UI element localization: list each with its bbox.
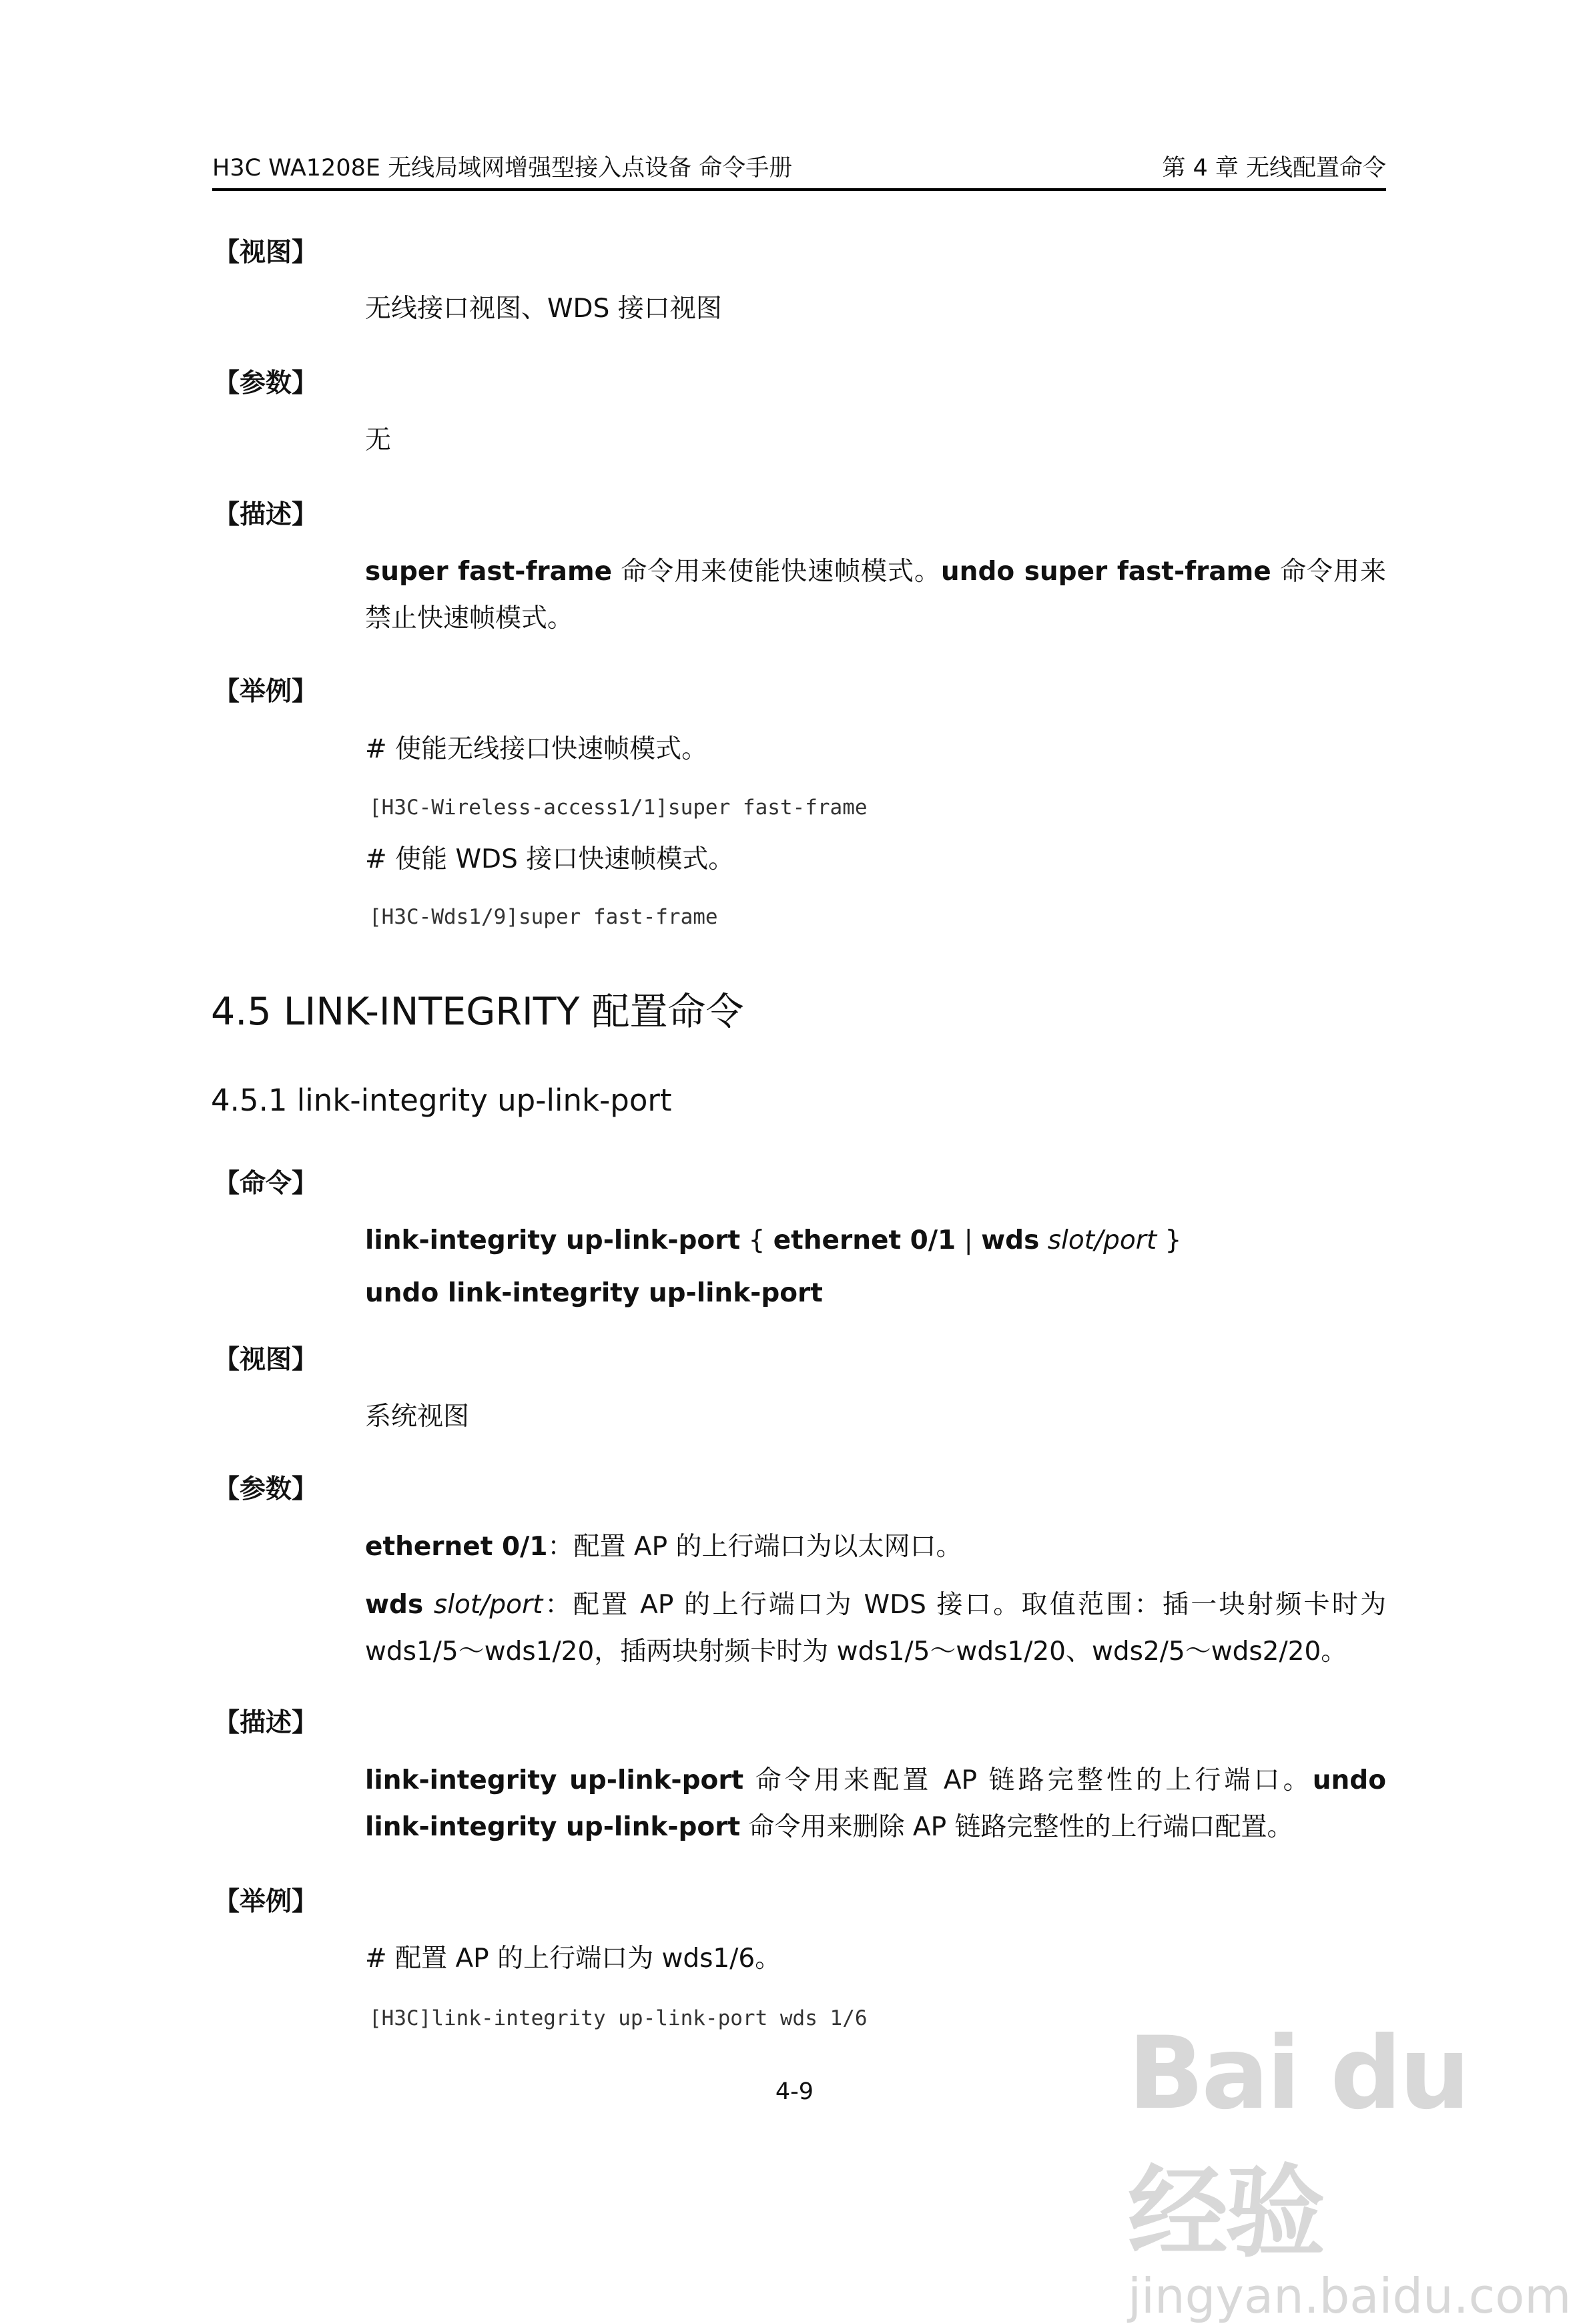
desc-text-part: 命令用来配置 AP 链路完整性的上行端口。 <box>743 1765 1313 1795</box>
desc-cmd: link-integrity up-link-port <box>365 1765 744 1795</box>
param-ethernet <box>365 1524 962 1570</box>
example-comment: # 使能无线接口快速帧模式。 <box>365 734 708 764</box>
syntax-punct: } <box>1157 1225 1182 1255</box>
command-syntax <box>365 1217 1181 1264</box>
desc-text-part: 命令用来使能快速帧模式。 <box>612 557 941 587</box>
syntax-punct: | <box>956 1225 982 1255</box>
param-keyword: wds <box>365 1590 424 1620</box>
param-description: ：配置 AP 的上行端口为 WDS 接口。取值范围：插一块射频卡时为 wds1/5～wds1/20，插两块射频卡时为 wds1/5～wds1/20、wds2/5～wds2/20。 <box>365 1590 1386 1667</box>
param-text: 无 <box>365 425 392 455</box>
command-argument: slot/port <box>1047 1225 1157 1255</box>
header-chapter-title: 第 4 章 无线配置命令 <box>1162 155 1386 182</box>
watermark-url: jingyan.baidu.com <box>1128 2268 1572 2324</box>
param-space <box>423 1590 434 1620</box>
param-label: 【参数】 <box>214 1474 318 1504</box>
view-text: 无线接口视图、WDS 接口视图 <box>365 294 722 324</box>
desc-undo-cmd: undo super fast-frame <box>940 557 1271 587</box>
command-keyword: link-integrity up-link-port <box>365 1225 741 1255</box>
param-keyword: ethernet 0/1 <box>365 1532 548 1562</box>
example-label: 【举例】 <box>214 677 318 707</box>
param-argument: slot/port <box>433 1590 543 1620</box>
baidu-watermark <box>1128 2016 1589 2324</box>
desc-text-part: 命令用来禁止快速帧模式。 <box>365 557 1386 633</box>
desc-undo-cmd: undo link-integrity up-link-port <box>365 1765 1386 1842</box>
param-label: 【参数】 <box>214 368 318 398</box>
view-label: 【视图】 <box>214 1345 318 1375</box>
watermark-brand: Bai du 经验 <box>1128 2016 1468 2271</box>
view-text: 系统视图 <box>365 1402 470 1432</box>
desc-text <box>365 549 1386 642</box>
example-comment: # 使能 WDS 接口快速帧模式。 <box>365 844 735 874</box>
command-label: 【命令】 <box>214 1169 318 1199</box>
example-code: [H3C]link-integrity up-link-port wds 1/6 <box>369 2006 868 2030</box>
param-description: ：配置 AP 的上行端口为以太网口。 <box>547 1532 962 1562</box>
example-comment: # 配置 AP 的上行端口为 wds1/6。 <box>365 1944 781 1974</box>
desc-cmd: super fast-frame <box>365 557 613 587</box>
command-undo-syntax: undo link-integrity up-link-port <box>365 1278 823 1308</box>
subsection-heading: 4.5.1 link-integrity up-link-port <box>211 1083 672 1118</box>
param-wds <box>365 1582 1386 1675</box>
desc-text-part: 命令用来删除 AP 链路完整性的上行端口配置。 <box>740 1812 1293 1842</box>
syntax-punct: { <box>740 1225 773 1255</box>
page-header <box>212 148 1386 191</box>
example-code: [H3C-Wds1/9]super fast-frame <box>369 905 718 929</box>
page-number: 4-9 <box>775 2078 814 2105</box>
section-heading: 4.5 LINK-INTEGRITY 配置命令 <box>211 990 744 1034</box>
example-label: 【举例】 <box>214 1887 318 1917</box>
example-code: [H3C-Wireless-access1/1]super fast-frame <box>369 796 868 820</box>
desc-label: 【描述】 <box>214 1708 318 1738</box>
header-manual-title: H3C WA1208E 无线局域网增强型接入点设备 命令手册 <box>212 155 793 182</box>
command-keyword: ethernet 0/1 <box>773 1225 956 1255</box>
command-keyword: wds <box>981 1225 1040 1255</box>
view-label: 【视图】 <box>214 238 318 268</box>
desc-text <box>365 1757 1386 1851</box>
desc-label: 【描述】 <box>214 500 318 530</box>
syntax-punct <box>1039 1225 1047 1255</box>
